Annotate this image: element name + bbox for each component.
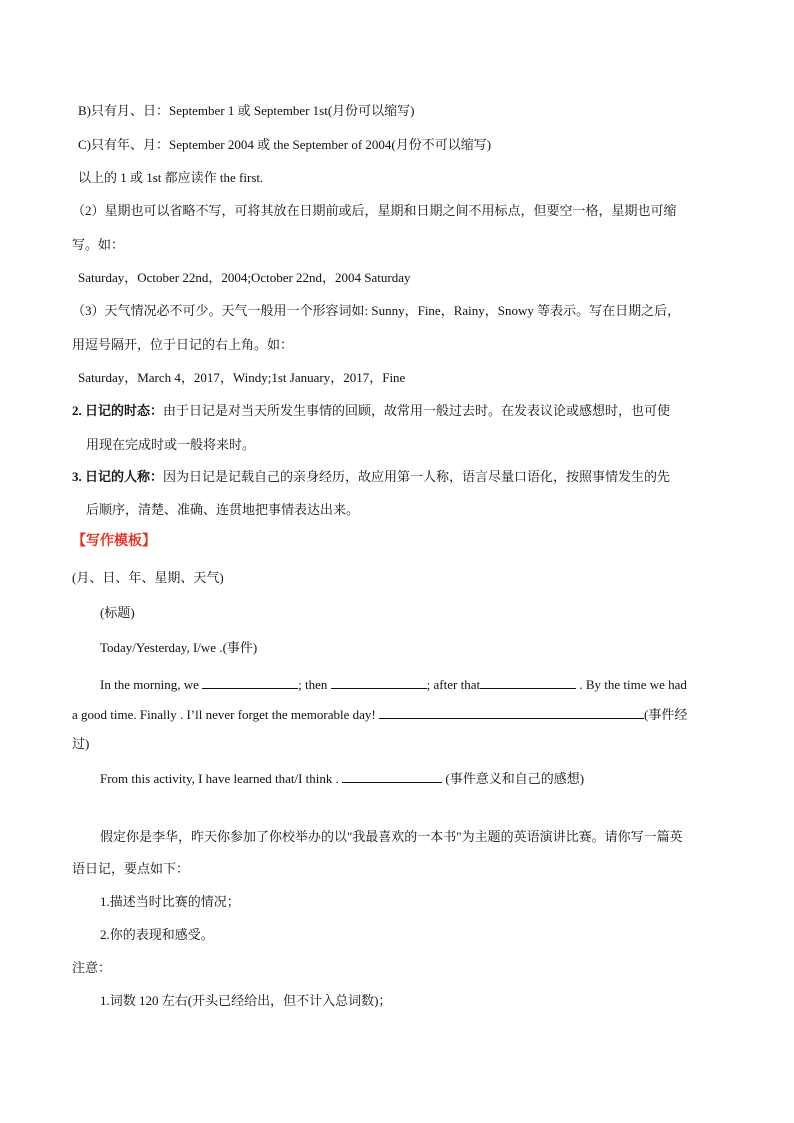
prompt-line: 假定你是李华，昨天你参加了你校举办的以"我最喜欢的一本书"为主题的英语演讲比赛。请你写一篇英 (100, 829, 683, 844)
prompt-line: 2.你的表现和感受。 (100, 927, 214, 942)
template-text: (事件经 (643, 707, 688, 722)
template-text: From this activity, I have learned that/I think . (100, 771, 339, 786)
text-line (72, 403, 670, 419)
template-text: ; then (298, 677, 328, 692)
prompt-line: 语日记，要点如下： (72, 861, 190, 876)
text-line: 后顺序，清楚、准确、连贯地把事情表达出来。 (86, 502, 360, 517)
section-label: 2. 日记的时态： (72, 403, 164, 418)
text-line (72, 469, 670, 485)
section-label: 3. 日记的人称： (72, 469, 164, 484)
template-text: a good time. Finally . I’ll never forget the memorable day! (72, 707, 376, 722)
prompt-line: 1.词数 120 左右(开头已经给出，但不计入总词数)； (100, 993, 392, 1008)
prompt-line: 1.描述当时比赛的情况； (100, 894, 240, 909)
section-text: 因为日记是记载自己的亲身经历，故应用第一人称，语言尽量口语化，按照事情发生的先 (163, 469, 671, 484)
fill-blank (202, 676, 298, 689)
template-text: . By the time we had (579, 677, 687, 692)
text-line: 用逗号隔开，位于日记的右上角。如： (72, 337, 294, 352)
text-line: 用现在完成时或一般将来时。 (86, 437, 256, 452)
text-line: 以上的 1 或 1st 都应读作 the first. (78, 170, 264, 185)
text-line: （2）星期也可以省略不写，可将其放在日期前或后，星期和日期之间不用标点，但要空一格，星期也可缩 (72, 203, 677, 218)
template-line (100, 676, 687, 693)
template-line: (月、日、年、星期、天气) (72, 570, 224, 585)
text-line: 写。如： (72, 237, 125, 252)
prompt-line: 注意： (72, 960, 112, 975)
template-line: Today/Yesterday, I/we .(事件) (100, 640, 258, 655)
section-heading: 【写作模板】 (72, 534, 156, 549)
text-line: B)只有月、日：September 1 或 September 1st(月份可以缩写) (78, 103, 415, 118)
template-text: (事件意义和自己的感想) (445, 771, 585, 786)
template-line: 过) (72, 736, 90, 751)
text-line: （3）天气情况必不可少。天气一般用一个形容词如: Sunny，Fine，Rainy，Snowy 等表示。写在日期之后， (72, 303, 681, 318)
template-text: In the morning, we (100, 677, 199, 692)
fill-blank (342, 770, 442, 783)
fill-blank (331, 676, 427, 689)
text-line: Saturday，March 4，2017，Windy;1st January，2017，Fine (78, 370, 406, 385)
template-line (100, 770, 584, 787)
text-line: C)只有年、月：September 2004 或 the September of 2004(月份不可以缩写) (78, 137, 492, 152)
template-text: ; after that (426, 677, 481, 692)
section-text: 由于日记是对当天所发生事情的回顾，故常用一般过去时。在发表议论或感想时，也可使 (163, 403, 671, 418)
fill-blank (480, 676, 576, 689)
text-line: Saturday，October 22nd，2004;October 22nd，2004 Saturday (78, 270, 411, 285)
template-line (72, 706, 687, 723)
fill-blank (379, 706, 644, 719)
template-line: (标题) (100, 605, 135, 620)
